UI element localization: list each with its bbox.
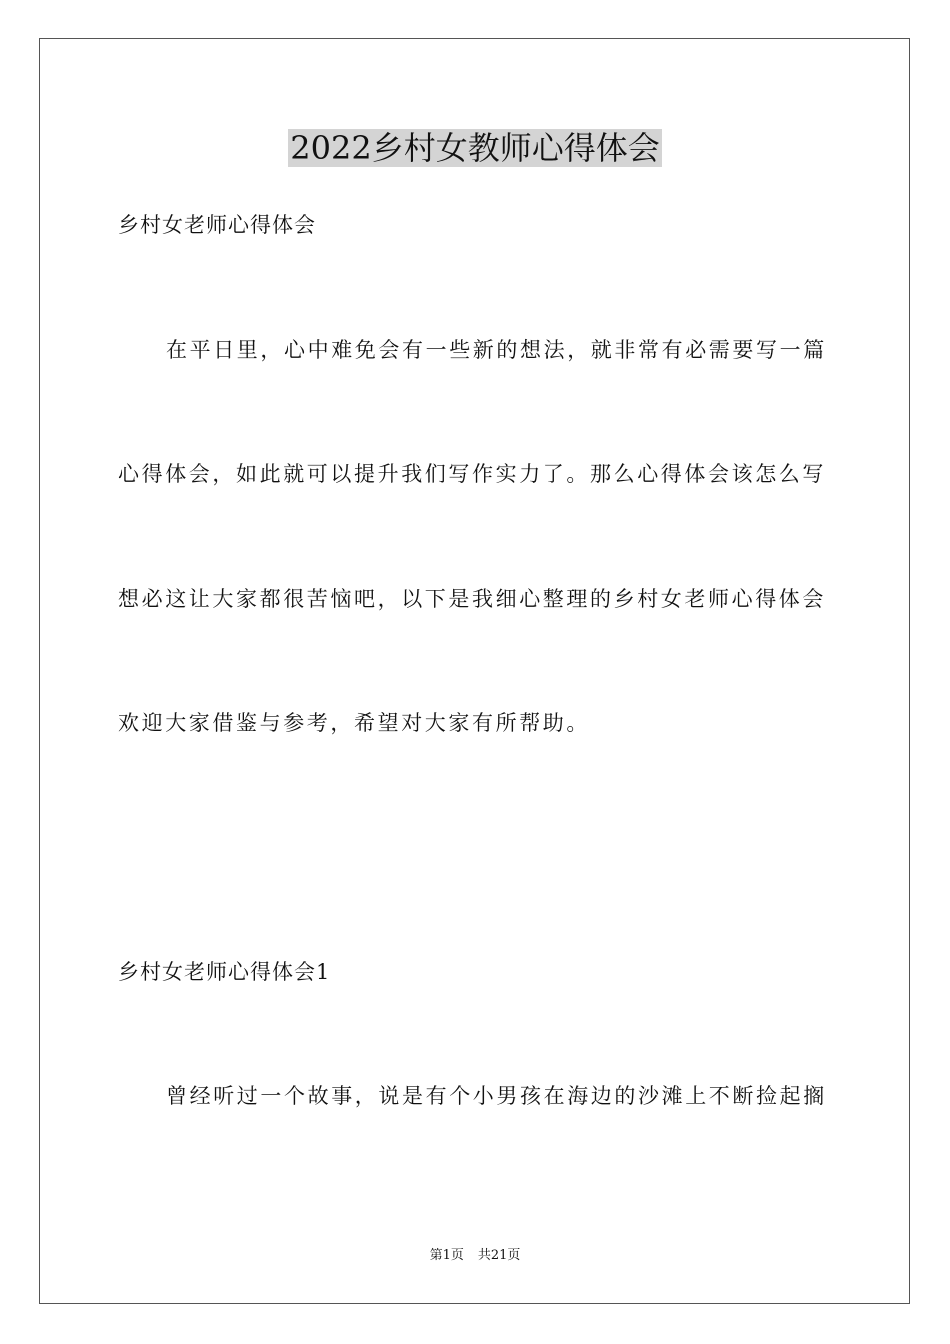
intro-line-3: 想必这让大家都很苦恼吧，以下是我细心整理的乡村女老师心得体会 — [118, 587, 826, 611]
intro-heading: 乡村女老师心得体会 — [118, 213, 316, 237]
intro-line-2: 心得体会，如此就可以提升我们写作实力了。那么心得体会该怎么写 — [118, 462, 826, 486]
section1-line-1: 曾经听过一个故事，说是有个小男孩在海边的沙滩上不断捡起搁 — [166, 1084, 827, 1108]
page-footer — [0, 1248, 950, 1264]
intro-line-1: 在平日里，心中难免会有一些新的想法，就非常有必需要写一篇 — [166, 338, 827, 362]
document-title-text: 2022乡村女教师心得体会 — [290, 129, 660, 167]
document-title — [0, 128, 950, 168]
page-number-current: 第1页 — [429, 1248, 464, 1263]
intro-line-4: 欢迎大家借鉴与参考，希望对大家有所帮助。 — [118, 711, 590, 735]
page-number-total: 共21页 — [477, 1248, 521, 1263]
section1-heading: 乡村女老师心得体会1 — [118, 960, 331, 984]
